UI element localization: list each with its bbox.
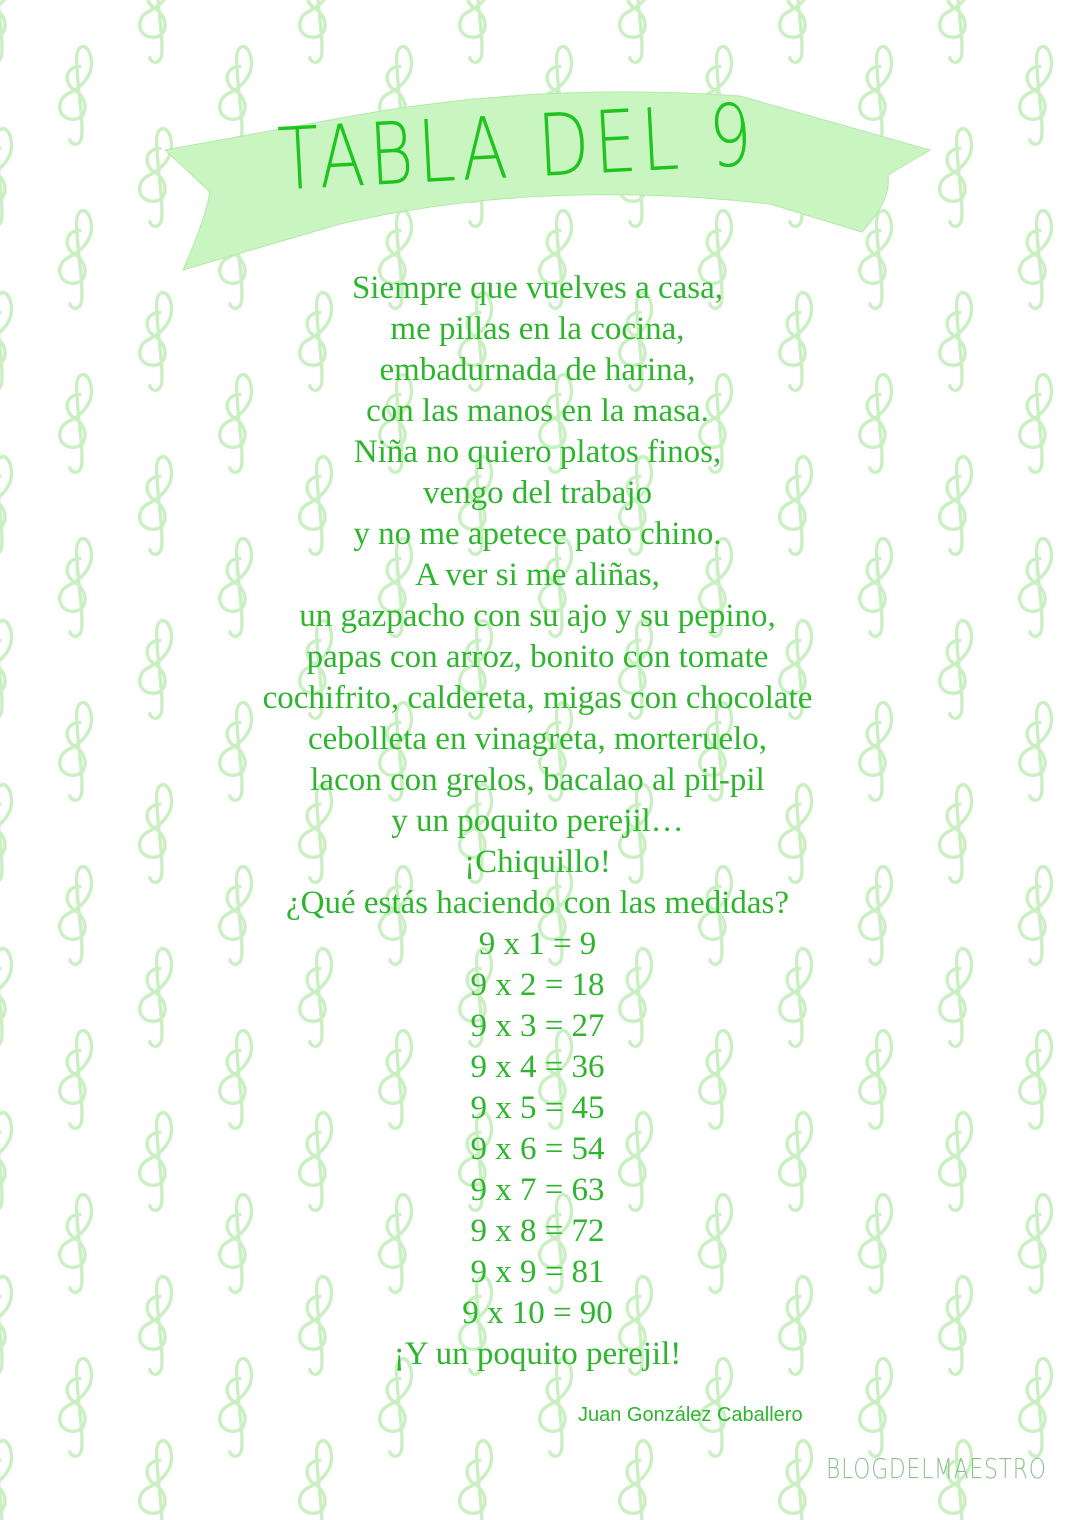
poem-line: Niña no quiero platos finos, — [353, 434, 722, 470]
poem-line: embadurnada de harina, — [379, 352, 696, 388]
treble-clef-icon — [140, 1441, 172, 1520]
poem-line: lacon con grelos, bacalao al pil-pil — [310, 762, 765, 798]
poem-line: cochifrito, caldereta, migas con chocolate — [262, 680, 813, 716]
poem-line: 9 x 5 = 45 — [470, 1090, 605, 1126]
poem-line: 9 x 4 = 36 — [470, 1049, 605, 1085]
poem-line: me pillas en la cocina, — [390, 311, 685, 347]
poem-line: A ver si me aliñas, — [415, 557, 660, 593]
treble-clef-icon — [300, 1441, 332, 1520]
poem-line: cebolleta en vinagreta, morteruelo, — [307, 721, 768, 757]
poem-line: 9 x 3 = 27 — [470, 1008, 605, 1044]
poem-line: 9 x 9 = 81 — [470, 1254, 605, 1290]
poem-line: 9 x 6 = 54 — [470, 1131, 605, 1167]
treble-clef-icon — [0, 1441, 12, 1520]
treble-clef-icon — [620, 1441, 652, 1520]
poem-line: 9 x 2 = 18 — [470, 967, 605, 1003]
poem-line: 9 x 10 = 90 — [462, 1295, 613, 1331]
poem-line: ¿Qué estás haciendo con las medidas? — [285, 885, 790, 921]
poem-line: vengo del trabajo — [422, 475, 653, 511]
poem-line: y no me apetece pato chino. — [353, 516, 722, 552]
page-title: TABLA DEL 9 — [275, 85, 759, 211]
poem-line: 9 x 7 = 63 — [470, 1172, 605, 1208]
treble-clef-icon — [780, 1441, 812, 1520]
poem-line: Siempre que vuelves a casa, — [351, 270, 724, 306]
poem-line: 9 x 8 = 72 — [470, 1213, 605, 1249]
poem-line: y un poquito perejil… — [391, 803, 684, 839]
poem — [0, 268, 1075, 1375]
poem-line: 9 x 1 = 9 — [478, 926, 597, 962]
poem-line: papas con arroz, bonito con tomate — [306, 639, 769, 675]
brand-logo: BLOGDELMAESTRO — [826, 1452, 1047, 1485]
author-credit: Juan González Caballero — [578, 1404, 803, 1426]
treble-clef-icon — [460, 1441, 492, 1520]
poem-line: ¡Chiquillo! — [464, 844, 611, 880]
poem-line: con las manos en la masa. — [366, 393, 709, 429]
poem-line: un gazpacho con su ajo y su pepino, — [299, 598, 776, 634]
poem-line: ¡Y un poquito perejil! — [393, 1336, 682, 1372]
